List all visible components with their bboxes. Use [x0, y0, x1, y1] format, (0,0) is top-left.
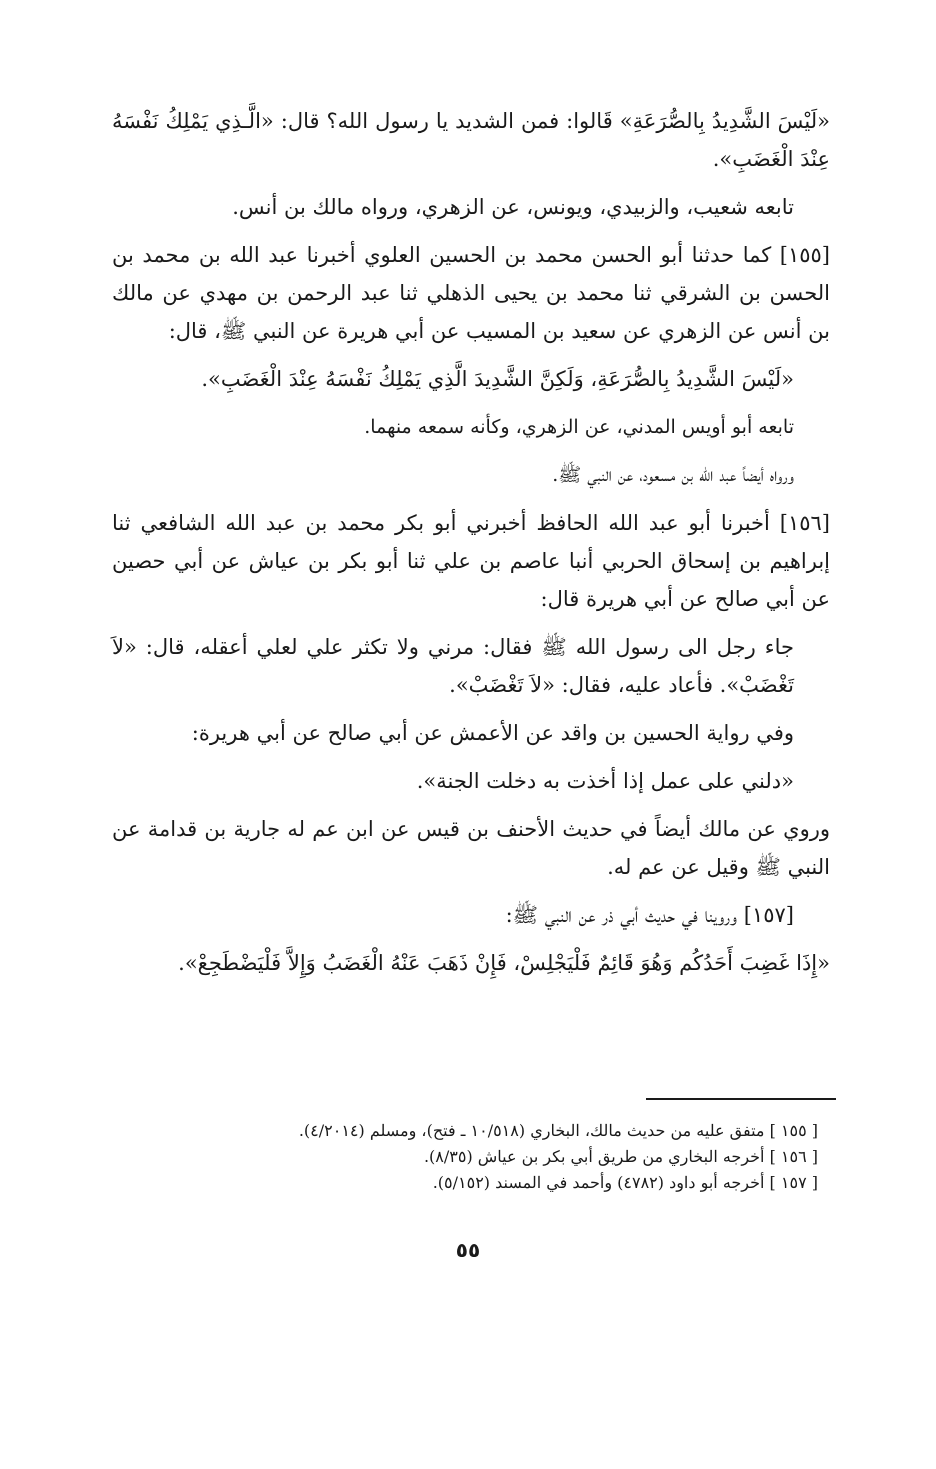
hadith-matn-156: جاء رجل الى رسول الله ﷺ فقال: مرني ولا تكثر علي لعلي أعقله، قال: «لاَ تَغْضَبْ». فأعاد عليه، فقال: «لاَ تَغْضَبْ». [112, 635, 794, 697]
hadith-continuation: «لَيْسَ الشَّدِيدُ بِالصُّرَعَةِ» قَالوا: فمن الشديد يا رسول الله؟ قال: «الَّـذِي يَمْلِكُ نَفْسَهُ عِنْدَ الْغَضَبِ». [112, 109, 830, 171]
hadith-quote: «دلني على عمل إذا أخذت به دخلت الجنة». [416, 769, 794, 793]
narration-note: تابعه شعيب، والزبيدي، ويونس، عن الزهري، ورواه مالك بن أنس. [232, 195, 794, 219]
footnote-156: [ ١٥٦ ] أخرجه البخاري من طريق أبي بكر بن عياش (٨/٣٥). [423, 1147, 818, 1166]
narration-note-5: وروي عن مالك أيضاً في حديث الأحنف بن قيس عن ابن عم له جارية بن قدامة عن النبي ﷺ وقيل عن عم له. [112, 817, 830, 879]
hadith-matn-155: «لَيْسَ الشَّدِيدُ بِالصُّرَعَةِ، وَلَكِنَّ الشَّدِيدَ الَّذِي يَمْلِكُ نَفْسَهُ عِنْدَ الْغَضَبِ». [201, 367, 794, 391]
main-text [112, 102, 830, 982]
footnote-157: [ ١٥٧ ] أخرجه أبو داود (٤٧٨٢) وأحمد في المسند (٥/١٥٢). [432, 1173, 818, 1192]
footnote-155: [ ١٥٥ ] متفق عليه من حديث مالك، البخاري (١٠/٥١٨ ـ فتح)، ومسلم (٤/٢٠١٤). [298, 1121, 818, 1140]
page-number: ٥٥ [455, 1238, 481, 1262]
narration-note-4: وفي رواية الحسين بن واقد عن الأعمش عن أبي صالح عن أبي هريرة: [191, 721, 794, 745]
narration-note-2: تابعه أبو أويس المدني، عن الزهري، وكأنه سمعه منهما. [364, 416, 794, 438]
footnotes [118, 1118, 818, 1196]
isnad-156: [١٥٦] أخبرنا أبو عبد الله الحافظ أخبرني أبو بكر محمد بن عبد الله الشافعي ثنا إبراهيم بن إسحاق الحربي أنبا عاصم بن علي ثنا أبو بكر بن عياش عن أبي حصين عن أبي صالح عن أبي هريرة قال: [112, 511, 830, 611]
isnad-155: [١٥٥] كما حدثنا أبو الحسن محمد بن الحسين العلوي أخبرنا عبد الله بن محمد بن الحسن بن الشرقي ثنا محمد بن يحيى الذهلي ثنا عبد الرحمن بن مهدي عن مالك بن أنس عن الزهري عن سعيد بن المسيب عن أبي هريرة عن النبي ﷺ، قال: [112, 243, 830, 343]
isnad-157: [١٥٧] وروينا في حديث أبي ذر عن النبي ﷺ: [505, 903, 794, 927]
hadith-matn-157: «إِذَا غَضِبَ أَحَدُكُم وَهُوَ قَائِمٌ فَلْيَجْلِسْ، فَإِنْ ذَهَبَ عَنْهُ الْغَضَبُ وَإِلاَّ فَلْيَضْطَجِعْ». [178, 951, 830, 975]
footnote-divider [646, 1098, 836, 1100]
narration-note-3: ورواه أيضاً عبد الله بن مسعود، عن النبي ﷺ. [552, 464, 794, 486]
